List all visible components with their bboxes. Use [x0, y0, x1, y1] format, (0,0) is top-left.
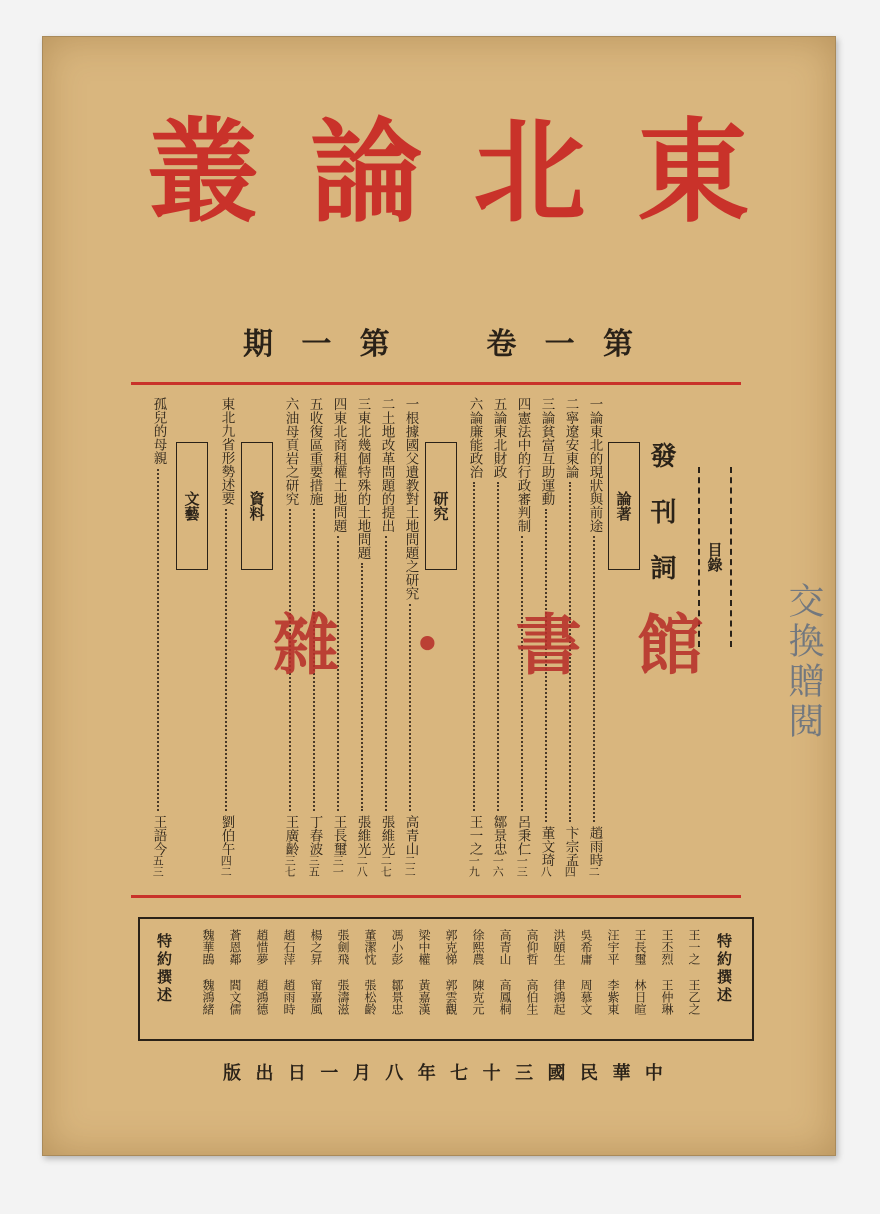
date-char: 年 [417, 1063, 436, 1084]
section-wenyi [176, 442, 208, 570]
section-lunzhu [608, 442, 640, 570]
stamp-char: ・ [394, 606, 461, 684]
date-char: 民 [579, 1063, 598, 1084]
date-char: 中 [644, 1063, 663, 1084]
contributors-box [138, 917, 754, 1041]
toc-entry [151, 397, 165, 877]
issue-char: 第 [602, 327, 633, 362]
entry-title: 論東北的現狀與前途 [586, 410, 603, 532]
entry-title: 東北幾個特殊的土地問題 [354, 410, 371, 559]
contributor-pair: 王丕烈 王仲琳 [660, 929, 674, 1015]
issue-char: 一 [301, 327, 332, 362]
entry-author: 王語今 [150, 814, 167, 855]
entry-author: 丁春波 [306, 814, 323, 855]
entry-page: 三七 [283, 855, 297, 877]
contributor-pair: 趙惜夢 趙鴻德 [255, 929, 269, 1015]
contributor-pair: 蒼恩鄰 閻文儒 [228, 929, 242, 1015]
entry-author: 王長璽 [330, 814, 347, 855]
entry-no: 一 [402, 397, 419, 411]
entry-author: 鄒景忠 [490, 814, 507, 855]
contents-label [698, 467, 732, 647]
contributor-pair: 董潔忱 張松齡 [363, 929, 377, 1015]
section-label: 論著 [614, 491, 633, 521]
contributor-pair: 張劍飛 張濤滋 [336, 929, 350, 1015]
entry-title: 東北九省形勢述要 [218, 397, 235, 505]
contributor-pair: 洪頤生 律鴻起 [552, 929, 566, 1015]
entry-title: 憲法中的行政審判制 [514, 410, 531, 532]
contributor-pair: 魏華鵾 魏鴻緒 [201, 929, 215, 1015]
entry-page: 四二 [219, 855, 233, 877]
toc-entry [219, 397, 233, 877]
handwritten-note: 交換贈閱 [783, 582, 824, 742]
contributors-heading-left: 特約撰述 [155, 933, 173, 1005]
stamp-char: 書 [515, 606, 582, 684]
entry-author: 卞宗孟 [562, 825, 579, 866]
date-char: 三 [515, 1063, 534, 1084]
entry-no: 六 [466, 397, 483, 411]
section-ziliao [241, 442, 273, 570]
entry-page: 四 [563, 866, 577, 877]
date-char: 十 [482, 1063, 501, 1084]
date-char: 日 [287, 1063, 306, 1084]
contributor-pair: 梁中權 黃嘉漢 [417, 929, 431, 1015]
entry-no: 六 [282, 397, 299, 411]
entry-page: 三一 [331, 855, 345, 877]
entry-title: 油母頁岩之研究 [282, 410, 299, 505]
entry-title: 根據國父遺教對土地問題之研究 [402, 410, 419, 600]
entry-author: 董文琦 [538, 825, 555, 866]
contents-label-text: 目錄 [705, 542, 724, 572]
issue-char: 一 [544, 327, 575, 362]
date-char: 國 [547, 1063, 566, 1084]
date-char: 出 [255, 1063, 274, 1084]
entry-page: 一六 [491, 855, 505, 877]
entry-title: 土地改革問題的提出 [378, 410, 395, 532]
title-char: 東 [636, 107, 749, 238]
date-char: 月 [352, 1063, 371, 1084]
contributor-pair: 徐熙農 陳克元 [471, 929, 485, 1015]
issue-label [243, 319, 633, 363]
issue-char: 期 [243, 327, 273, 362]
entry-no: 二 [378, 397, 395, 411]
entry-title: 孤兒的母親 [150, 397, 167, 465]
entry-author: 呂秉仁 [514, 814, 531, 855]
title-char: 論 [310, 107, 423, 238]
library-stamp [273, 592, 703, 687]
entry-title: 論廉能政治 [466, 410, 483, 478]
entry-title: 東北商租權土地問題 [330, 410, 347, 532]
contributor-pair: 汪宇平 李紫東 [606, 929, 620, 1015]
entry-author: 張維光 [378, 814, 395, 855]
contributor-pair: 高青山 高鳳桐 [498, 929, 512, 1015]
magazine-cover [42, 36, 836, 1156]
entry-no: 二 [562, 397, 579, 411]
stamp-char: 雜 [273, 606, 339, 684]
entry-no: 四 [330, 397, 347, 411]
entry-page: 二八 [355, 855, 369, 877]
contributor-pair: 馮小彭 鄒景忠 [390, 929, 404, 1015]
issue-char: 卷 [486, 327, 517, 362]
entry-no: 五 [490, 397, 507, 411]
contributor-pair: 郭克悌 郭雲觀 [444, 929, 458, 1015]
date-char: 版 [223, 1063, 241, 1084]
entry-title: 論東北財政 [490, 410, 507, 478]
entry-no: 三 [354, 397, 371, 411]
section-label: 研究 [431, 491, 450, 521]
section-label: 文藝 [182, 491, 201, 521]
contributor-pair: 王一之 王乙之 [687, 929, 701, 1015]
entry-page: 二七 [379, 855, 393, 877]
entry-title: 收復區重要措施 [306, 410, 323, 505]
entry-author: 劉伯午 [218, 814, 235, 855]
contributor-pair: 王長璽 林日暄 [633, 929, 647, 1015]
magazine-title [138, 107, 758, 238]
entry-no: 五 [306, 397, 323, 411]
entry-page: 一九 [467, 855, 481, 877]
bottom-divider [131, 895, 741, 898]
contributors-heading-right: 特約撰述 [715, 933, 733, 1005]
date-char: 八 [385, 1063, 404, 1084]
date-char: 一 [320, 1063, 339, 1084]
foreword-title: 發刊詞 [646, 442, 676, 610]
entry-author: 王廣齡 [282, 814, 299, 855]
entry-title: 論貧富互助運動 [538, 410, 555, 505]
entry-page: 一三 [515, 855, 529, 877]
section-yanjiu [425, 442, 457, 570]
contributor-pair: 楊之昇 甯嘉風 [309, 929, 323, 1015]
issue-char: 第 [359, 327, 390, 362]
contributor-pair: 高仰哲 高伯生 [525, 929, 539, 1015]
entry-author: 高青山 [402, 814, 419, 855]
section-label: 資料 [247, 491, 266, 521]
leader-dots [157, 469, 159, 811]
entry-author: 張維光 [354, 814, 371, 855]
top-divider [131, 382, 741, 385]
title-char: 北 [473, 107, 586, 238]
entry-no: 三 [538, 397, 555, 411]
entry-author: 趙雨時 [586, 825, 603, 866]
publication-date [223, 1059, 663, 1085]
entry-title: 寧遼安東論 [562, 410, 579, 478]
title-char: 叢 [147, 107, 259, 238]
entry-page: 五三 [151, 855, 165, 877]
date-char: 華 [612, 1063, 631, 1084]
date-char: 七 [450, 1063, 469, 1084]
entry-page: 二 [587, 866, 601, 877]
entry-page: 二二 [403, 855, 417, 877]
contributor-pair: 吳希庸 周慕文 [579, 929, 593, 1015]
entry-no: 四 [514, 397, 531, 411]
stamp-char: 館 [636, 606, 703, 684]
entry-author: 王一之 [466, 814, 483, 855]
leader-dots [225, 509, 227, 811]
entry-page: 三五 [307, 855, 321, 877]
entry-no: 一 [586, 397, 603, 411]
entry-page: 八 [539, 866, 553, 877]
contributor-pair: 趙石萍 趙雨時 [282, 929, 296, 1015]
